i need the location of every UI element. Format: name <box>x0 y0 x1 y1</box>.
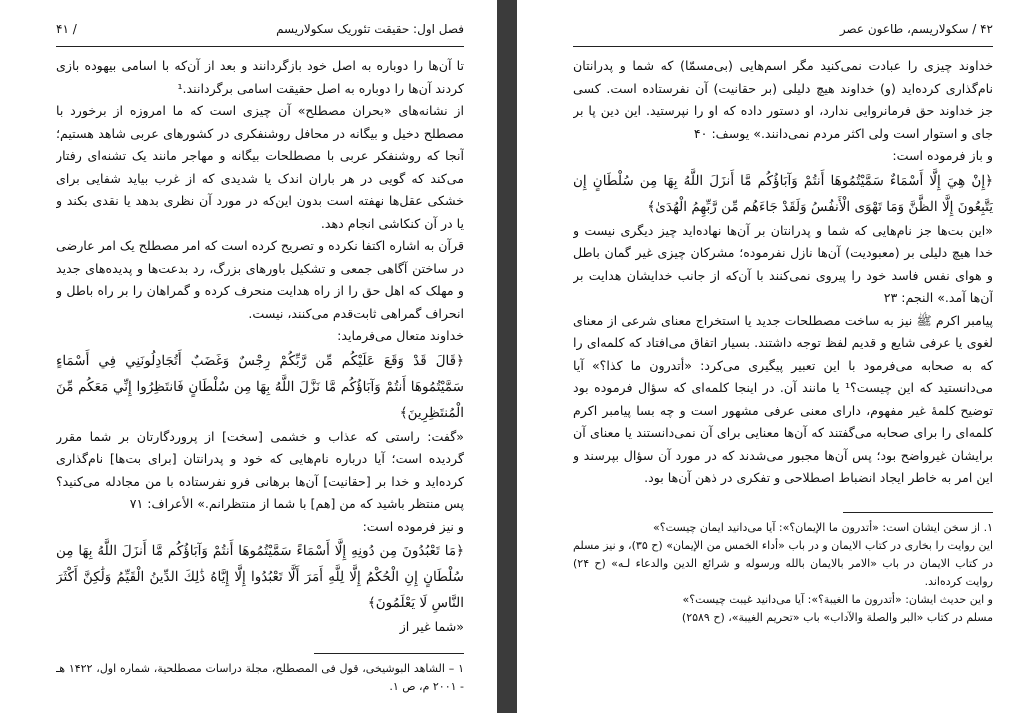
verse-translation: «این بت‌ها جز نام‌هایی که شما و پدرانتان بر آن‌ها نهاده‌اید چیز دیگری نیست و خدا هیچ دلیلی بر (معبودیت) آن‌ها نازل نفرموده؛ مشرکان چیزی غیر گمان باطل و هوای نفس فاسد خود را پیروی نمی‌کنند با آن‌که از جانب خدایشان هدایت بر آن‌ها آمد.» النجم: ۲۳ <box>573 222 993 305</box>
verse-translation: «گفت: راستی که عذاب و خشمی [سخت] از پروردگارتان بر شما مقرر گردیده است؛ آیا درباره نام‌هایی که خود و پدرانتان [برای بت‌ها] نام‌گذاری کرده‌اید و خدا بر [حقانیت] آن‌ها برهانی فرو نفرستاده با من مجادله می‌کنید؟ پس منتظر باشید که من [هم] با شما از منتظرانم.» الأعراف: ۷۱ <box>56 428 464 511</box>
footnote-divider <box>314 653 464 654</box>
footnote: ١. از سخن ایشان است: «أتدرون ما الإیمان؟»: آیا می‌دانید ایمان چیست؟» <box>653 520 993 534</box>
paragraph: تا آن‌ها را دوباره به اصل خود بازگردانند و بعد از آن‌که با اسامی بیهوده بازی کردند آن‌ها را دوباره به اصل حقیقت اسامی برگردانند.¹ <box>56 58 464 96</box>
paragraph: از نشانه‌های «بحران مصطلح» آن چیزی است که ما امروزه از برخورد با مصطلح دخیل و بیگانه در محافل روشنفکری در کشورهای عربی شاهد هستیم؛ آنجا که روشنفکر عربی با مصطلحات بیگانه و مهاجر مانند یک تشنه‌ای رفتار می‌کند که گویی در هر باران اندک یا شدیدی که از غرب بیاید شفایی برای خشکی عقل‌ها نهفته است بدون این‌که در مورد آن نظری بدهد یا نقدی بکند و یا در آن کنکاشی انجام دهد. <box>56 103 464 231</box>
verse-translation: «شما غیر از <box>399 619 464 634</box>
footnote-divider <box>843 512 993 513</box>
paragraph <box>56 325 464 348</box>
footnote: ١ – الشاهد البوشیخی، قول فی المصطلح، مجلة دراسات مصطلحیة، شماره اول، ۱۴۲۲ هـ - ۲۰۰۱ م، ص ۱. <box>56 661 464 693</box>
page-41 <box>56 0 464 713</box>
quran-verse: ﴿قَالَ قَدْ وَقَعَ عَلَيْكُم مِّن رَّبِّكُمْ رِجْسٌ وَغَضَبٌ أَتُجَادِلُونَنِي فِي أَسْمَاءٍ سَمَّيْتُمُوهَا أَنتُمْ وَآبَاؤُكُم مَّا نَزَّلَ اللَّهُ بِهَا مِن سُلْطَانٍ فَانتَظِرُوا إِنِّي مَعَكُم مِّنَ الْمُنتَظِرِينَ﴾ <box>56 352 464 421</box>
quran-verse: ﴿إِنْ هِيَ إِلَّا أَسْمَاءٌ سَمَّيْتُمُوهَا أَنتُمْ وَآبَاؤُكُم مَّا أَنزَلَ اللَّهُ بِهَا مِن سُلْطَانٍ إِن يَتَّبِعُونَ إِلَّا الظَّنَّ وَمَا تَهْوَى الْأَنفُسُ وَلَقَدْ جَاءَهُم مِّن رَّبِّهِمُ الْهُدَىٰ﴾ <box>573 172 993 215</box>
footnote: این روایت را بخاری در کتاب الایمان و در باب «أداء الخمس من الإیمان» (ح ۳۵)، و نیز مسلم در کتاب الایمان در باب «الامر بالایمان بالله ورسوله و شرائع الدین والدعاء لـه» (ح ۲۴) روایت کرده‌اند. <box>573 538 993 588</box>
footnote: و این حدیث ایشان: «أتدرون ما الغیبة؟»: آیا می‌دانید غیبت چیست؟» <box>682 592 993 606</box>
chapter-title: فصل اول: حقیقت تئوریک سکولاریسم <box>276 22 464 36</box>
footnote: مسلم در کتاب «البر والصلة والآداب» باب «تحریم الغیبة»، (ح ۲۵۸۹) <box>681 610 993 624</box>
book-gutter <box>497 0 517 713</box>
quran-intro: و نیز فرموده است: <box>362 518 464 534</box>
page-header <box>573 12 993 47</box>
page-42 <box>573 0 993 713</box>
page-header <box>56 12 464 47</box>
paragraph: قرآن به اشاره اکتفا نکرده و تصریح کرده است که امر مصطلح یک امر عارضی در ساختن آگاهی جمعی و تشکیل باورهای بزرگ، رد بدعت‌ها و پدیده‌های جدید و مهلک که اهل حق را از راه هدایت منحرف کرده و گمراهان را بر راه باطل و انحراف گمراهی ثابت‌قدم می‌کنند، نیست. <box>56 238 464 321</box>
page-body <box>56 55 464 696</box>
paragraph: خداوند چیزی را عبادت نمی‌کنید مگر اسم‌هایی (بی‌مسمّا) که شما و پدرانتان نام‌گذاری کرده‌اید (و) خداوند هیچ دلیلی (بر حقانیت) آن نفرستاده است. کسی جز خداوند حق فرمانروایی ندارد، او دستور داده که او را نپرستید. این دین پا بر جای و استوار است ولی اکثر مردم نمی‌دانند.» یوسف: ۴۰ <box>573 58 993 141</box>
page-body <box>573 55 993 627</box>
quran-intro: و باز فرموده است: <box>892 148 993 163</box>
page-number: / ۴۱ <box>56 22 77 36</box>
quran-verse: ﴿مَا تَعْبُدُونَ مِن دُونِهِ إِلَّا أَسْمَاءً سَمَّيْتُمُوهَا أَنتُمْ وَآبَاؤُكُم مَّا أَنزَلَ اللَّهُ بِهَا مِن سُلْطَانٍ إِنِ الْحُكْمُ إِلَّا لِلَّهِ أَمَرَ أَلَّا تَعْبُدُوا إِلَّا إِيَّاهُ ذَٰلِكَ الدِّينُ الْقَيِّمُ وَلَٰكِنَّ أَكْثَرَ النَّاسِ لَا يَعْلَمُونَ﴾ <box>56 543 464 611</box>
book-title: ۴۲ / سکولاریسم، طاعون عصر <box>839 22 993 36</box>
quran-intro: خداوند متعال می‌فرماید: <box>337 328 464 343</box>
paragraph: پیامبر اکرم ﷺ نیز به ساخت مصطلحات جدید یا استخراج معنای شرعی از معنای لغوی یا عرفی شایع و قدیم لفظ توجه داشتند. بسیار اتفاق می‌افتاد که کلمه‌ای را که به صحابه می‌فرمود با این تعبیر پیگیری می‌کرد: «أتدرون ما کذا؟» آیا می‌دانستید که این چیست؟¹ یا مانند آن. در اینجا کلمه‌ای که سؤال فرموده بود توضیح کلمهٔ غیر مفهوم، دارای معنی عرفی مشهور است و چه بسا پیامبر اکرم کلمه‌ای را برای صحابه می‌گفتند که آن‌ها معنایی برای آن نمی‌دانستند یا معنای آن برایشان غیرواضح بود؛ پس آن‌ها مجبور می‌شدند که در مورد آن سؤال بپرسند و این امر به خاطر ایجاد انضباط اصطلاحی و تفکری در ذهن آن‌ها بود. <box>573 312 993 485</box>
